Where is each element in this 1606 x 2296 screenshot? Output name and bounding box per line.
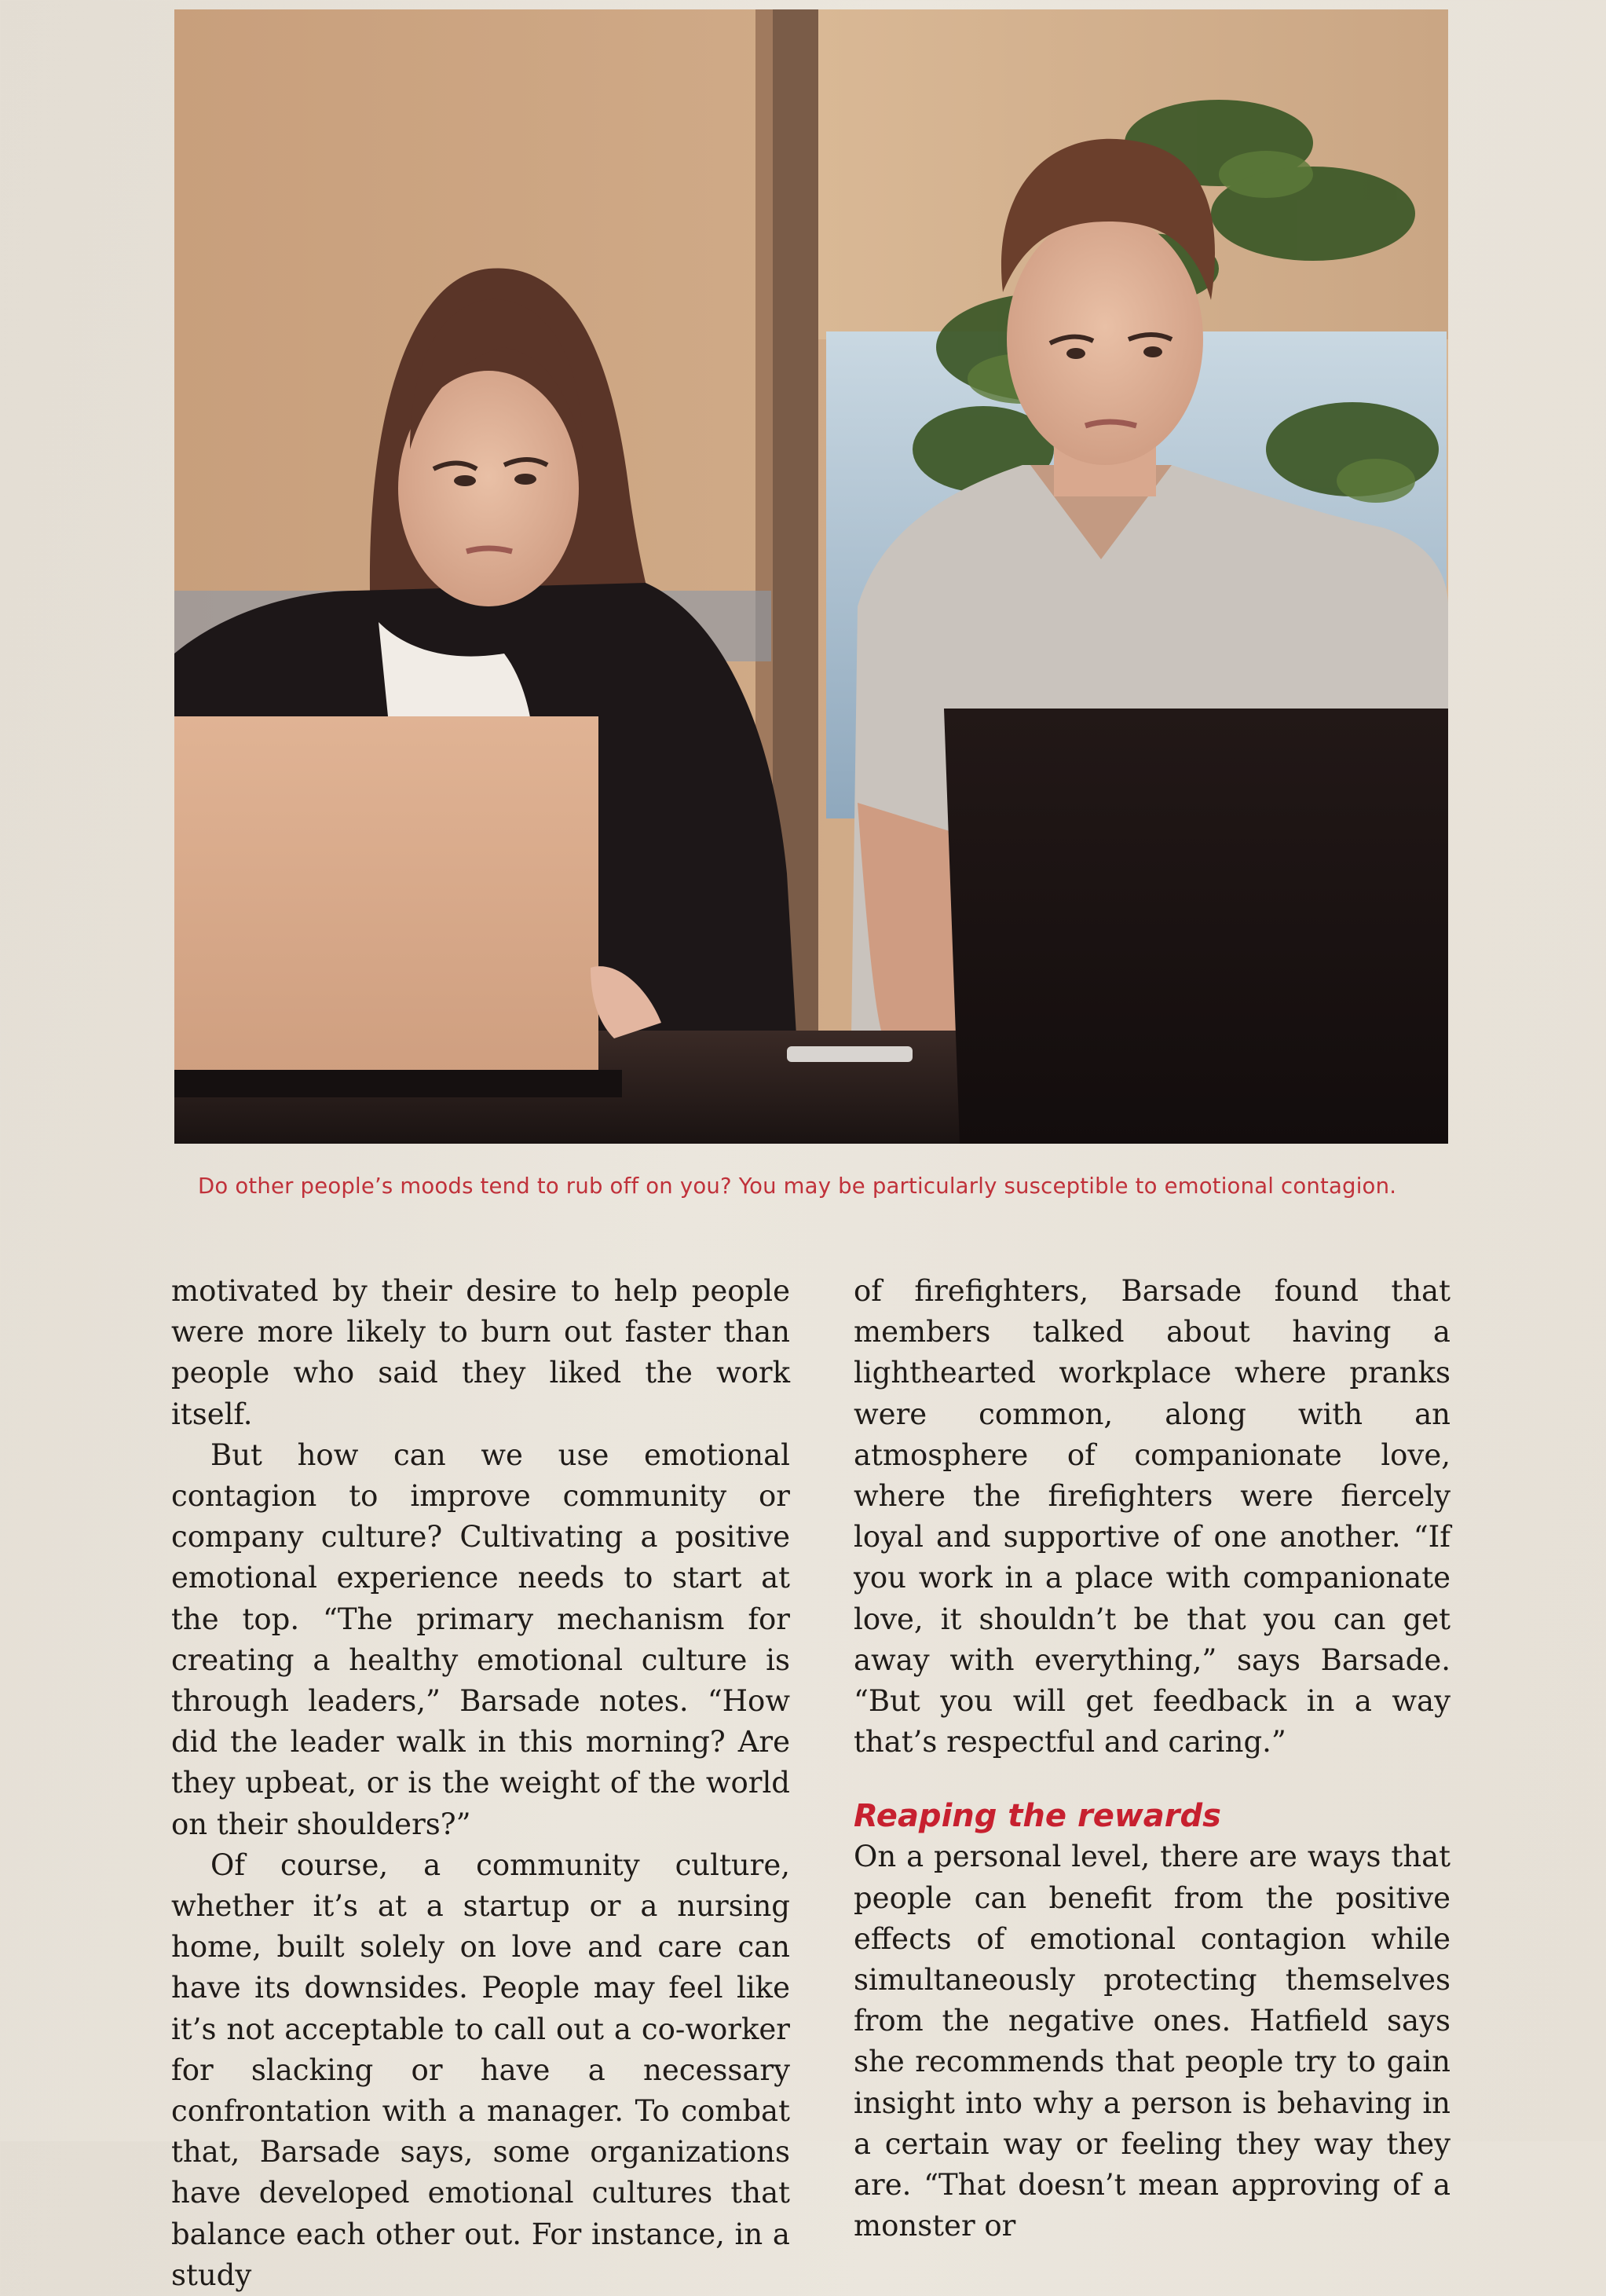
coworkers-photo-illustration: [174, 9, 1448, 1144]
article-column-left: [171, 1271, 790, 2296]
paragraph: of firefighters, Barsade found that members talked about having a lighthearted workplace where pranks were common, along with an atmosphere of companionate love, where the firefighters were fiercely loyal and supportive of one another. “If you work in a place with companionate love, it shouldn’t be that you can get away with everything,” says Barsade. “But you will get feedback in a way that’s respectful and caring.”: [854, 1274, 1451, 1760]
paragraph: Of course, a community culture, whether it’s at a startup or a nursing home, built solely on love and care can have its downsides. People may feel like it’s not acceptable to call out a co-worker for slacking or have a necessary confrontation with a manager. To combat that, Barsade says, some organizations have developed emotional cultures that balance each other out. For instance, in a study: [171, 1847, 790, 2292]
paragraph: motivated by their desire to help people were more likely to burn out faster than people who said they liked the work itself.: [171, 1274, 790, 1431]
article-photo: [174, 9, 1448, 1144]
paragraph: But how can we use emotional contagion to improve community or company culture? Cultivating a positive emotional experience needs to start at the top. “The primary mechanism for creating a healthy emotional culture is through leaders,” Barsade notes. “How did the leader walk in this morning? Are they upbeat, or is the weight of the world on their shoulders?”: [171, 1437, 790, 1841]
paragraph: On a personal level, there are ways that people can benefit from the positive effects of emotional contagion while simultaneously protecting themselves from the negative ones. Hatfield says she recommends that people try to gain insight into why a person is behaving in a certain way or feeling they way they are. “That doesn’t mean approving of a monster or: [854, 1840, 1451, 2243]
article-column-right: [854, 1271, 1451, 2247]
photo-caption: Do other people’s moods tend to rub off on you? You may be particularly susceptible to emotional contagion.: [198, 1174, 1397, 1199]
section-heading: Reaping the rewards: [854, 1798, 1221, 1835]
